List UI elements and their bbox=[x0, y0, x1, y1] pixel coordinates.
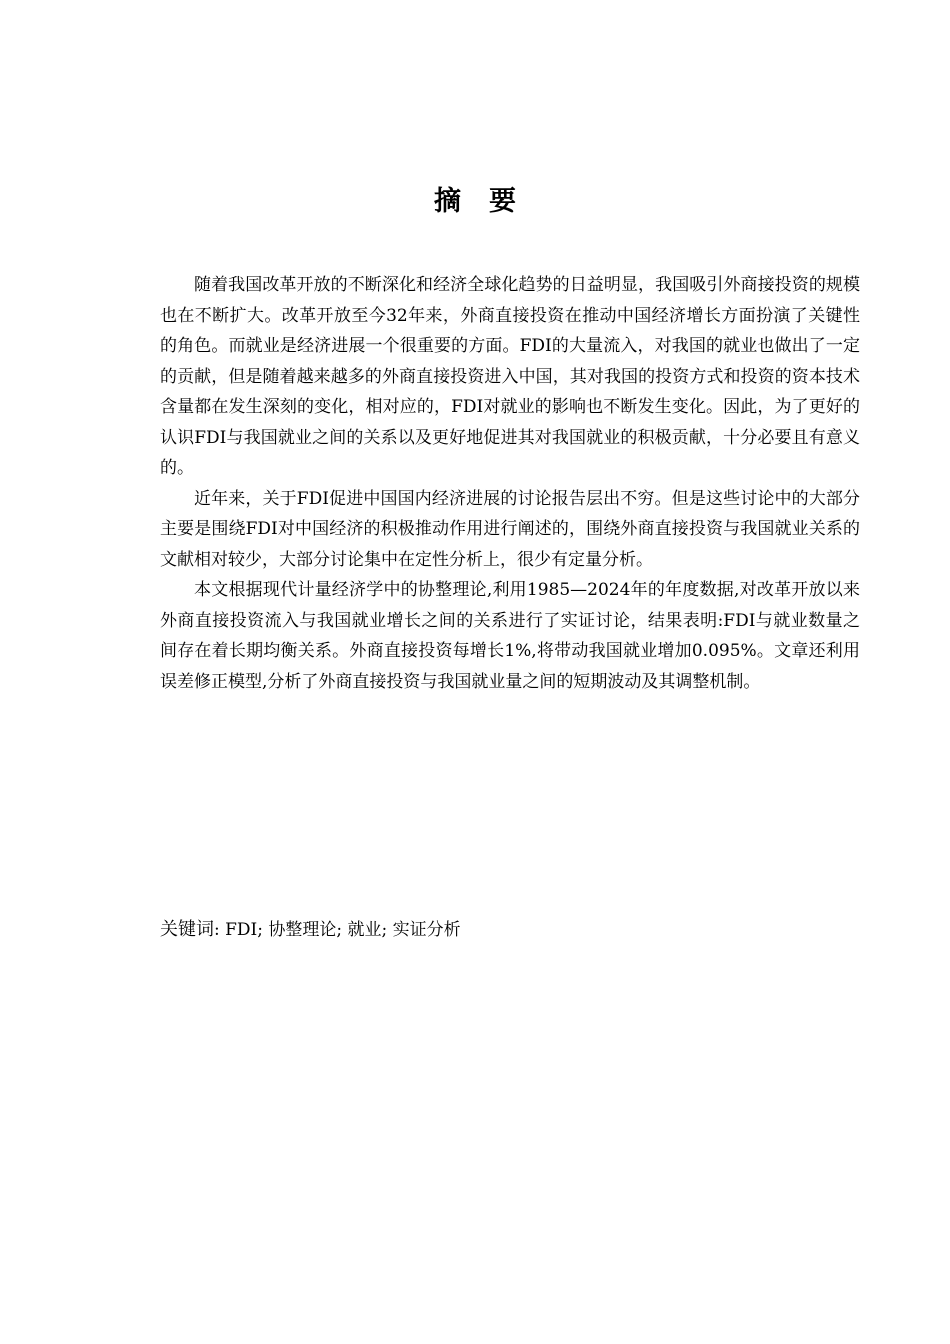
abstract-paragraph-2: 近年来，关于FDI促进中国国内经济进展的讨论报告层出不穷。但是这些讨论中的大部分主要是围绕FDI对中国经济的积极推动作用进行阐述的，围绕外商直接投资与我国就业关系的文献相对较少，大部分讨论集中在定性分析上，很少有定量分析。 bbox=[160, 488, 860, 570]
abstract-title-char-1: 摘 bbox=[434, 186, 461, 217]
abstract-title bbox=[0, 180, 950, 224]
keywords-label: 关键词 bbox=[160, 919, 214, 940]
abstract-paragraph-3: 本文根据现代计量经济学中的协整理论,利用1985—2024年的年度数据,对改革开放以来外商直接投资流入与我国就业增长之间的关系进行了实证讨论，结果表明:FDI与就业数量之间存在着长期均衡关系。外商直接投资每增长1%,将带动我国就业增加0.095%。文章还利用误差修正模型,分析了外商直接投资与我国就业量之间的短期波动及其调整机制。 bbox=[160, 580, 860, 692]
keywords-value: : FDI; 协整理论; 就业; 实证分析 bbox=[214, 920, 461, 940]
abstract-paragraph-1: 随着我国改革开放的不断深化和经济全球化趋势的日益明显，我国吸引外商接投资的规模也在不断扩大。改革开放至今32年来，外商直接投资在推动中国经济增长方面扮演了关键性的角色。而就业是经济进展一个很重要的方面。FDI的大量流入，对我国的就业也做出了一定的贡献，但是随着越来越多的外商直接投资进入中国，其对我国的投资方式和投资的资本技术含量都在发生深刻的变化，相对应的，FDI对就业的影响也不断发生变化。因此，为了更好的认识FDI与我国就业之间的关系以及更好地促进其对我国就业的积极贡献，十分必要且有意义的。 bbox=[160, 275, 860, 478]
keywords-line bbox=[160, 915, 860, 945]
abstract-body bbox=[160, 270, 860, 697]
abstract-title-char-2: 要 bbox=[489, 186, 516, 217]
